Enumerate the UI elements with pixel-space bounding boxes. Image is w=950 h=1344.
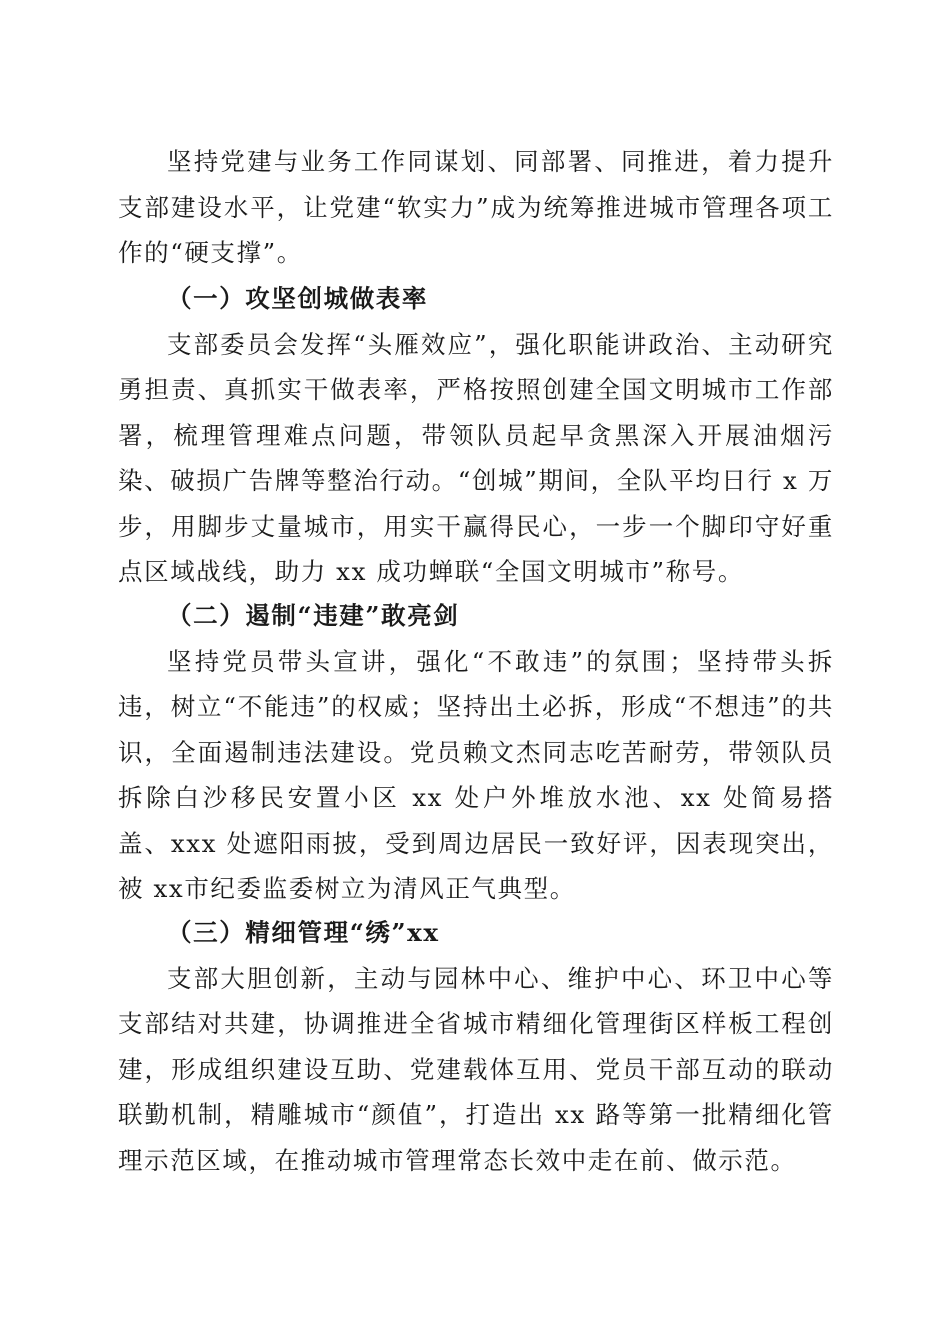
section-2-block [118,593,834,912]
intro-block [118,139,834,276]
section-2-heading: （二）遏制“违建”敢亮剑 [167,601,460,630]
intro-paragraph: 坚持党建与业务工作同谋划、同部署、同推进，着力提升支部建设水平，让党建“软实力”成为统筹推进城市管理各项工作的“硬支撑”。 [118,147,834,267]
section-3-paragraph: 支部大胆创新，主动与园林中心、维护中心、环卫中心等支部结对共建，协调推进全省城市精细化管理街区样板工程创建，形成组织建设互助、党建载体互用、党员干部互动的联动联勤机制，精雕城市“颜值”，打造出 xx 路等第一批精细化管理示范区域，在推动城市管理常态长效中走在前、做示范。 [118,963,834,1175]
section-1-heading: （一）攻坚创城做表率 [167,284,428,313]
section-2-paragraph: 坚持党员带头宣讲，强化“不敢违”的氛围；坚持带头拆违，树立“不能违”的权威；坚持出土必拆，形成“不想违”的共识，全面遏制违法建设。党员赖文杰同志吃苦耐劳，带领队员拆除白沙移民安置小区 xx 处户外堆放水池、xx 处简易搭盖、xxx 处遮阳雨披，受到周边居民一致好评，因表现突出，被 xx市纪委监委树立为清风正气典型。 [118,646,834,903]
section-3-block [118,910,834,1183]
section-1-paragraph: 支部委员会发挥“头雁效应”，强化职能讲政治、主动研究勇担责、真抓实干做表率，严格按照创建全国文明城市工作部署，梳理管理难点问题，带领队员起早贪黑深入开展油烟污染、破损广告牌等整治行动。“创城”期间，全队平均日行 x 万步，用脚步丈量城市，用实干赢得民心，一步一个脚印守好重点区域战线，助力 xx 成功蝉联“全国文明城市”称号。 [118,329,834,586]
section-3-heading: （三）精细管理“绣”xx [167,918,440,947]
section-1-block [118,276,834,595]
